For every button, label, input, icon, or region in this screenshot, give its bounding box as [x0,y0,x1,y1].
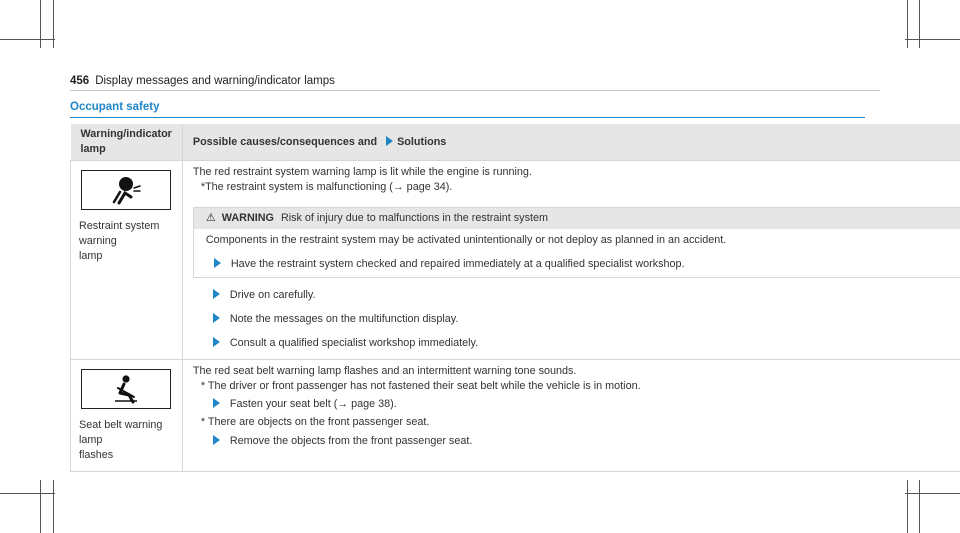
lamp-cell [71,360,183,472]
solution-steps [193,288,960,351]
warning-box [193,207,960,278]
section-rule [70,117,865,118]
warning-header [194,208,960,229]
solution-step: Fasten your seat belt (→ page 38). [213,397,960,412]
table-row [71,161,960,360]
section-title: Occupant safety [70,101,160,113]
warning-triangle-icon: ⚠ [205,212,216,224]
header-rule [70,90,880,91]
cause-text: * There are objects on the front passenger seat. [200,416,430,428]
solution-step: Consult a qualified specialist workshop immediately. [213,336,960,351]
crop-mark [53,0,54,48]
crop-mark [0,39,55,40]
table-row [71,360,960,472]
solutions-arrow-icon [386,136,393,146]
solution-step: Note the messages on the multifunction display. [213,312,960,327]
chapter-title: Display messages and warning/indicator lamps [95,75,335,87]
cause-intro: The red seat belt warning lamp flashes and an intermittent warning tone sounds. [192,365,577,377]
running-header [70,75,335,87]
cause-intro: The red restraint system warning lamp is lit while the engine is running. [192,166,532,178]
warning-title: WARNING [221,212,274,224]
warning-body [194,229,960,277]
causes-cell [182,161,960,360]
crop-mark [919,0,920,48]
crop-mark [53,480,54,533]
seat-belt-icon [81,369,171,409]
lamp-label-line1: Restraint system warning [79,220,160,247]
step-arrow-icon [213,435,220,445]
crop-mark [907,0,908,48]
crop-mark [907,480,908,533]
warning-title-text: Risk of injury due to malfunctions in the restraint system [280,212,548,224]
cause-text: *The restraint system is malfunctioning (→ page 34). [200,181,453,193]
page-number: 456 [70,75,90,87]
crop-mark [919,480,920,533]
warning-body-text: Components in the restraint system may be activated unintentionally or not deploy as planned in an accident. [205,234,727,246]
step-arrow-icon [214,258,221,268]
step-arrow-icon [213,289,220,299]
crop-mark [40,480,41,533]
solution-step: Remove the objects from the front passenger seat. [213,434,960,449]
crop-mark [0,493,55,494]
col-header-lamp: Warning/indicator lamp [71,124,183,161]
col-header-causes: Possible causes/consequences and Solutions [182,124,960,161]
table-header-row [71,124,960,161]
step-arrow-icon [213,398,220,408]
airbag-occupant-icon [81,170,171,210]
step-arrow-icon [213,313,220,323]
causes-cell [182,360,960,472]
step-arrow-icon [213,337,220,347]
warning-step: Have the restraint system checked and repaired immediately at a qualified specialist workshop. [214,257,958,272]
lamp-label-line2: lamp [79,250,103,262]
lamp-label-line2: flashes [79,449,114,461]
solution-step: Drive on carefully. [213,288,960,303]
cause-text: * The driver or front passenger has not fastened their seat belt while the vehicle is in motion. [200,380,641,392]
crop-mark [40,0,41,48]
lamp-cell [71,161,183,360]
crop-mark [905,493,960,494]
lamp-label-line1: Seat belt warning lamp [79,419,163,446]
crop-mark [905,39,960,40]
warning-lamp-table [70,124,960,472]
